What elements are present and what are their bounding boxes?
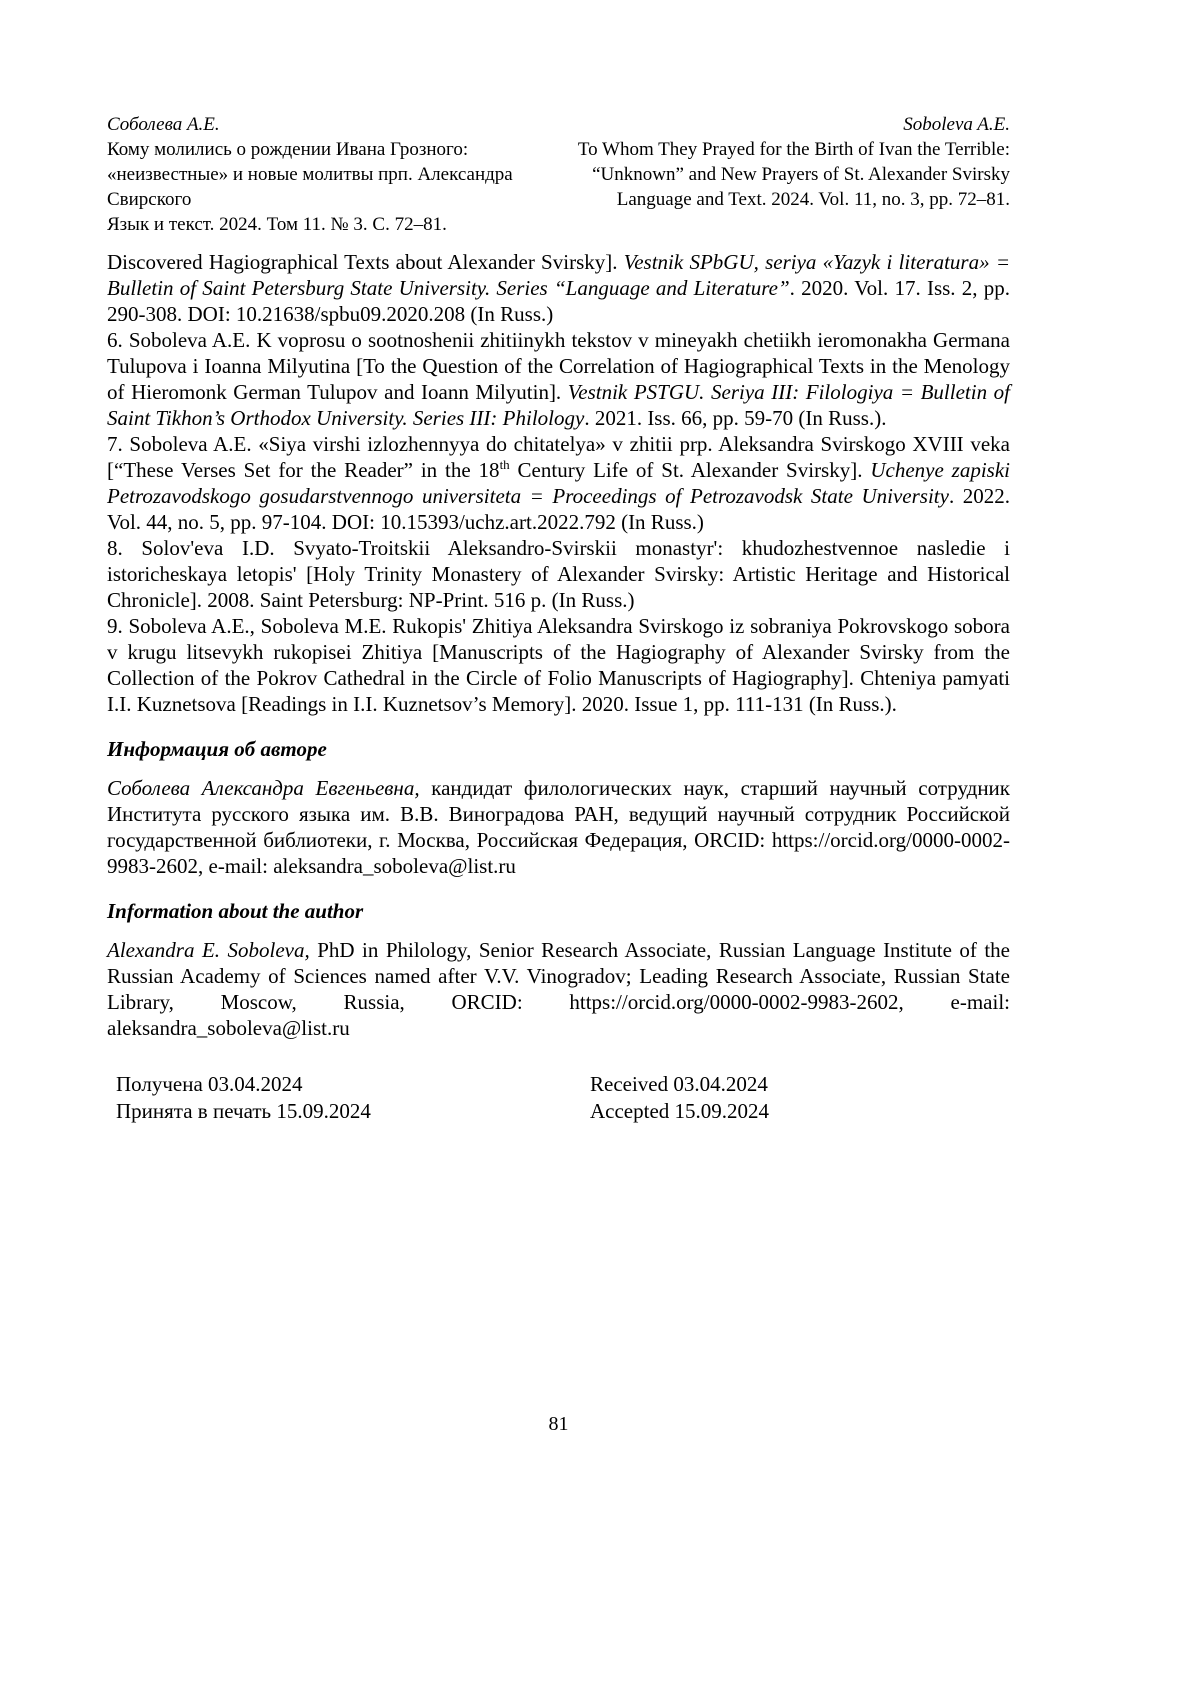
received-date-en: Received 03.04.2024 [590, 1072, 768, 1096]
page-number: 81 [548, 1413, 569, 1435]
reference-item-8: 8. Solov'eva I.D. Svyato-Troitskii Aleksandro-Svirskii monastyr': khudozhestvennoe nasledie i istoricheskaya letopis' [Holy Trinity Monastery of Alexander Svirsky: Artistic Heritage and Historical Chronicle]. 2008. Saint Petersburg: NP-Print. 516 p. (In Russ.) [107, 536, 1010, 612]
submission-dates-ru [107, 1071, 590, 1125]
header-source-ru: Язык и текст. 2024. Том 11. № 3. С. 72–81. [107, 214, 447, 235]
reference-item-9: 9. Soboleva A.E., Soboleva M.E. Rukopis' Zhitiya Aleksandra Svirskogo iz sobraniya Pokrovskogo sobora v krugu litsevykh rukopisei Zhitiya [Manuscripts of the Hagiography of Alexander Svirsky from the Collection of the Pokrov Cathedral in the Circle of Folio Manuscripts of Hagiography]. Chteniya pamyati I.I. Kuznetsova [Readings in I.I. Kuznetsov’s Memory]. 2020. Issue 1, pp. 111-131 (In Russ.). [107, 614, 1010, 716]
reference-item-6: 6. Soboleva A.E. K voprosu o sootnoshenii zhitiinykh tekstov v mineyakh chetiikh ieromonakha Germana Tulupova i Ioanna Milyutina [To the Question of the Correlation of Hagiographical Texts in the Menology of Hieromonk German Tulupov and Ioann Milyutin]. Vestnik PSTGU. Seriya III: Filologiya = Bulletin of Saint Tikhon’s Orthodox University. Series III: Philology. 2021. Iss. 66, pp. 59-70 (In Russ.). [107, 328, 1010, 430]
author-info-en: Alexandra E. Soboleva, PhD in Philology, Senior Research Associate, Russian Language Institute of the Russian Academy of Sciences named after V.V. Vinogradov; Leading Research Associate, Russian State Library, Moscow, Russia, ORCID: https://orcid.org/0000-0002-9983-2602, e-mail: aleksandra_soboleva@list.ru [107, 938, 1010, 1040]
header-title-ru: Кому молились о рождении Ивана Грозного: «неизвестные» и новые молитвы прп. Александра Свирского [107, 139, 513, 210]
accepted-date-en: Accepted 15.09.2024 [590, 1099, 770, 1123]
reference-item-7: 7. Soboleva A.E. «Siya virshi izlozhennyya do chitatelya» v zhitii prp. Aleksandra Svirskogo XVIII veka [“These Verses Set for the Reader” in the 18th Century Life of St. Alexander Svirsky]. Uchenye zapiski Petrozavodskogo gosudarstvennogo universiteta = Proceedings of Petrozavodsk State University. 2022. Vol. 44, no. 5, pp. 97-104. DOI: 10.15393/uchz.art.2022.792 (In Russ.) [107, 432, 1011, 534]
header-title-en: To Whom They Prayed for the Birth of Ivan the Terrible: “Unknown” and New Prayers of St. Alexander Svirsky [577, 139, 1010, 185]
header-citation-en [539, 112, 1010, 237]
references-section [107, 249, 1010, 1125]
submission-dates-en [590, 1071, 1010, 1125]
section-heading-author-info-ru: Информация об авторе [107, 737, 327, 761]
reference-item-5: Discovered Hagiographical Texts about Alexander Svirsky]. Vestnik SPbGU, seriya «Yazyk i literatura» = Bulletin of Saint Petersburg State University. Series “Language and Literature”. 2020. Vol. 17. Iss. 2, pp. 290-308. DOI: 10.21638/spbu09.2020.208 (In Russ.) [107, 250, 1010, 326]
header-citation-ru [107, 112, 539, 237]
accepted-date-ru: Принята в печать 15.09.2024 [116, 1099, 371, 1123]
page-content [107, 112, 1010, 1125]
page-header [107, 112, 1010, 237]
received-date-ru: Получена 03.04.2024 [116, 1072, 303, 1096]
header-author-en: Soboleva A.E. [903, 114, 1010, 135]
submission-dates [107, 1071, 1010, 1125]
author-info-ru: Соболева Александра Евгеньевна, кандидат филологических наук, старший научный сотрудник Института русского языка им. В.В. Виноградова РАН, ведущий научный сотрудник Российской государственной библиотеки, г. Москва, Российская Федерация, ORCID: https://orcid.org/0000-0002-9983-2602, e-mail: aleksandra_soboleva@list.ru [107, 776, 1010, 878]
header-author-ru: Соболева А.Е. [107, 114, 220, 135]
section-heading-author-info-en: Information about the author [107, 899, 364, 923]
header-source-en: Language and Text. 2024. Vol. 11, no. 3, pp. 72–81. [616, 189, 1010, 210]
